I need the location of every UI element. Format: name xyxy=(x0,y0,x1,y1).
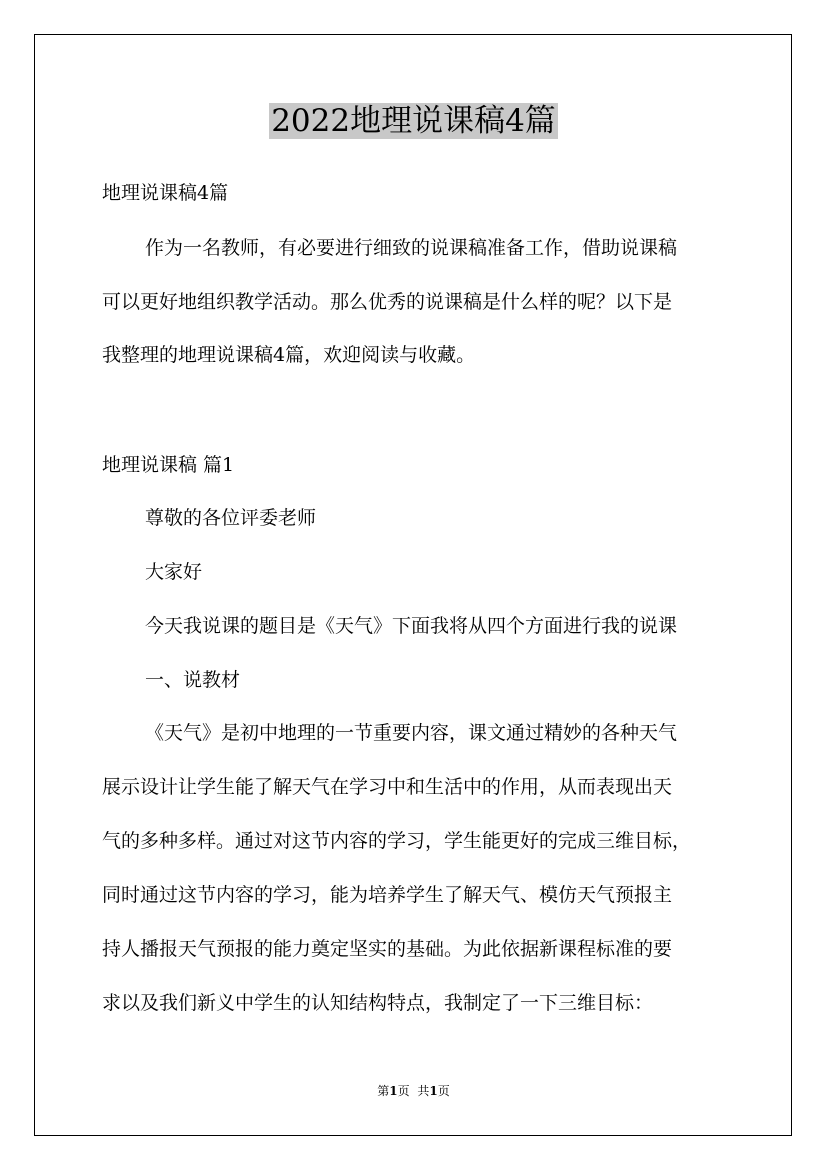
footer-total-number: 1 xyxy=(429,1084,438,1098)
topic-line: 今天我说课的题目是《天气》下面我将从四个方面进行我的说课 xyxy=(145,615,678,637)
body-line-3: 气的多种多样。通过对这节内容的学习，学生能更好的完成三维目标， xyxy=(102,830,692,852)
page-footer xyxy=(0,1083,827,1099)
body-line-2: 展示设计让学生能了解天气在学习中和生活中的作用，从而表现出天 xyxy=(102,776,673,798)
footer-page-suffix: 页 xyxy=(397,1084,410,1098)
footer-page-prefix: 第 xyxy=(377,1084,390,1098)
footer-total-prefix: 共 xyxy=(417,1084,430,1098)
body-line-4: 同时通过这节内容的学习，能为培养学生了解天气、模仿天气预报主 xyxy=(102,884,673,906)
part-one-heading: 一、说教材 xyxy=(145,669,241,691)
document-subtitle: 地理说课稿4篇 xyxy=(102,182,229,204)
document-title xyxy=(0,100,827,142)
body-line-1: 《天气》是初中地理的一节重要内容，课文通过精妙的各种天气 xyxy=(145,722,678,744)
intro-line-3: 我整理的地理说课稿4篇，欢迎阅读与收藏。 xyxy=(102,344,476,366)
section-heading: 地理说课稿 篇1 xyxy=(102,454,235,476)
document-title-text: 2022地理说课稿4篇 xyxy=(271,103,556,139)
intro-line-2: 可以更好地组织教学活动。那么优秀的说课稿是什么样的呢？以下是 xyxy=(102,291,673,313)
body-line-5: 持人播报天气预报的能力奠定坚实的基础。为此依据新课程标准的要 xyxy=(102,938,673,960)
intro-line-1: 作为一名教师，有必要进行细致的说课稿准备工作，借助说课稿 xyxy=(145,237,678,259)
footer-total-suffix: 页 xyxy=(437,1084,450,1098)
hello-line: 大家好 xyxy=(145,561,203,583)
footer-page-number: 1 xyxy=(389,1084,398,1098)
greeting-line: 尊敬的各位评委老师 xyxy=(145,507,317,529)
body-line-6: 求以及我们新义中学生的认知结构特点，我制定了一下三维目标： xyxy=(102,992,654,1014)
